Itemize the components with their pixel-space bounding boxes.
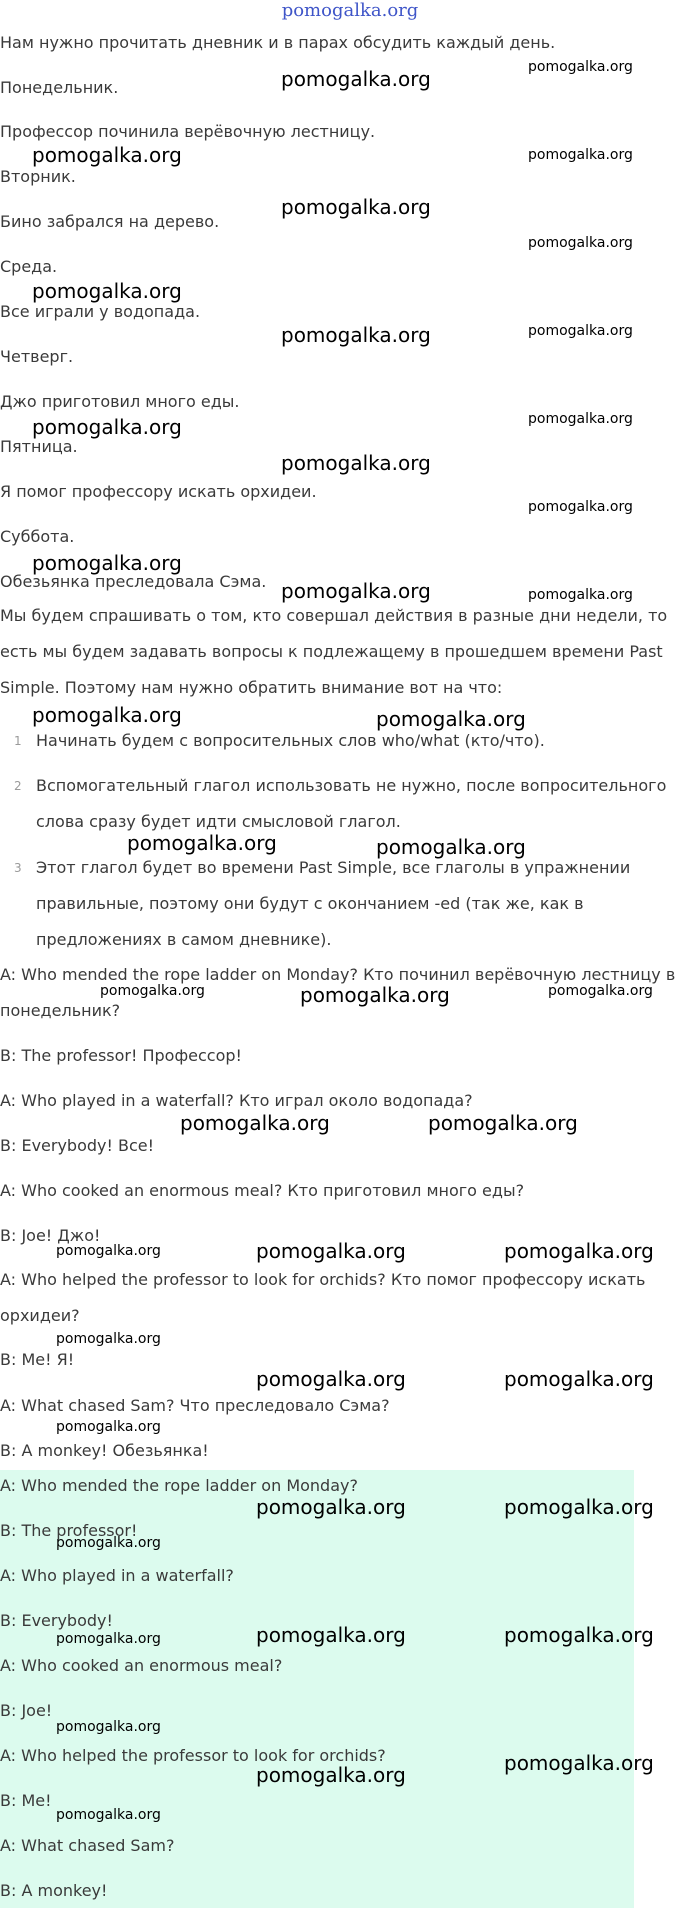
watermark: pomogalka.org bbox=[281, 67, 431, 91]
diary-line: Я помог профессору искать орхидеи. bbox=[0, 482, 317, 501]
watermark: pomogalka.org bbox=[56, 1719, 161, 1735]
answer-line: A: Who cooked an enormous meal? bbox=[0, 1656, 283, 1675]
rule-text: Этот глагол будет во времени Past Simple, все глаголы в упражнении правильные, поэтому они будут с окончанием -ed (так же, как в предложениях в самом дневнике). bbox=[36, 858, 631, 949]
dialog-line: A: What chased Sam? Что преследовало Сэма? bbox=[0, 1396, 390, 1415]
watermark: pomogalka.org bbox=[32, 143, 182, 167]
watermark: pomogalka.org bbox=[32, 415, 182, 439]
watermark: pomogalka.org bbox=[504, 1495, 654, 1519]
rule-number: 3 bbox=[14, 861, 22, 875]
watermark: pomogalka.org bbox=[256, 1763, 406, 1787]
diary-line: Пятница. bbox=[0, 437, 78, 456]
diary-line: Понедельник. bbox=[0, 78, 119, 97]
watermark: pomogalka.org bbox=[56, 1419, 161, 1435]
dialog-line: A: Who played in a waterfall? Кто играл около водопада? bbox=[0, 1091, 473, 1110]
watermark: pomogalka.org bbox=[180, 1111, 330, 1135]
diary-line: Обезьянка преследовала Сэма. bbox=[0, 572, 267, 591]
answer-line: B: Me! bbox=[0, 1791, 52, 1810]
answer-line: B: Everybody! bbox=[0, 1611, 113, 1630]
watermark: pomogalka.org bbox=[56, 1243, 161, 1259]
watermark: pomogalka.org bbox=[528, 59, 633, 75]
watermark: pomogalka.org bbox=[56, 1631, 161, 1647]
watermark: pomogalka.org bbox=[281, 579, 431, 603]
watermark: pomogalka.org bbox=[281, 195, 431, 219]
watermark: pomogalka.org bbox=[281, 451, 431, 475]
answer-line: A: What chased Sam? bbox=[0, 1836, 175, 1855]
watermark: pomogalka.org bbox=[376, 707, 526, 731]
watermark: pomogalka.org bbox=[256, 1623, 406, 1647]
diary-line: Профессор починила верёвочную лестницу. bbox=[0, 122, 376, 141]
watermark: pomogalka.org bbox=[100, 983, 205, 999]
watermark: pomogalka.org bbox=[528, 147, 633, 163]
rule-number: 1 bbox=[14, 734, 22, 748]
diary-line: Бино забрался на дерево. bbox=[0, 212, 220, 231]
watermark: pomogalka.org bbox=[528, 235, 633, 251]
site-name[interactable]: pomogalka.org bbox=[281, 0, 419, 21]
answer-line: A: Who mended the rope ladder on Monday? bbox=[0, 1476, 358, 1495]
dialog-line: A: Who cooked an enormous meal? Кто приготовил много еды? bbox=[0, 1181, 525, 1200]
diary-line: Четверг. bbox=[0, 347, 74, 366]
watermark: pomogalka.org bbox=[528, 499, 633, 515]
dialog-line: B: Me! Я! bbox=[0, 1350, 75, 1369]
watermark: pomogalka.org bbox=[528, 587, 633, 603]
watermark: pomogalka.org bbox=[504, 1623, 654, 1647]
watermark: pomogalka.org bbox=[127, 831, 277, 855]
diary-line: Все играли у водопада. bbox=[0, 302, 201, 321]
watermark: pomogalka.org bbox=[281, 323, 431, 347]
watermark: pomogalka.org bbox=[256, 1495, 406, 1519]
watermark: pomogalka.org bbox=[56, 1331, 161, 1347]
dialog-line: B: Joe! Джо! bbox=[0, 1226, 101, 1245]
watermark: pomogalka.org bbox=[504, 1239, 654, 1263]
diary-line: Среда. bbox=[0, 257, 58, 276]
diary-line: Джо приготовил много еды. bbox=[0, 392, 240, 411]
watermark: pomogalka.org bbox=[504, 1367, 654, 1391]
watermark: pomogalka.org bbox=[32, 279, 182, 303]
dialog-line: A: Who mended the rope ladder on Monday? Кто починил верёвочную лестницу в понедельник? bbox=[0, 965, 676, 1020]
dialog-line: B: A monkey! Обезьянка! bbox=[0, 1441, 209, 1460]
watermark: pomogalka.org bbox=[300, 983, 450, 1007]
dialog-line: B: Everybody! Все! bbox=[0, 1136, 155, 1155]
diary-line: Суббота. bbox=[0, 527, 75, 546]
answer-line: B: A monkey! bbox=[0, 1881, 108, 1900]
diary-line: Вторник. bbox=[0, 167, 76, 186]
watermark: pomogalka.org bbox=[256, 1239, 406, 1263]
watermark: pomogalka.org bbox=[528, 323, 633, 339]
dialog-line: B: The professor! Профессор! bbox=[0, 1046, 242, 1065]
answer-line: B: Joe! bbox=[0, 1701, 53, 1720]
watermark: pomogalka.org bbox=[56, 1535, 161, 1551]
watermark: pomogalka.org bbox=[548, 983, 653, 999]
watermark: pomogalka.org bbox=[56, 1807, 161, 1823]
rule-text: Вспомогательный глагол использовать не нужно, после вопросительного слова сразу будет идти смысловой глагол. bbox=[36, 776, 667, 831]
watermark: pomogalka.org bbox=[504, 1751, 654, 1775]
watermark: pomogalka.org bbox=[528, 411, 633, 427]
watermark: pomogalka.org bbox=[428, 1111, 578, 1135]
answer-line: B: The professor! bbox=[0, 1521, 138, 1540]
watermark: pomogalka.org bbox=[32, 703, 182, 727]
watermark: pomogalka.org bbox=[256, 1367, 406, 1391]
intro-text: Нам нужно прочитать дневник и в парах обсудить каждый день. bbox=[0, 33, 556, 52]
rule-text: Начинать будем с вопросительных слов who/what (кто/что). bbox=[36, 731, 545, 750]
answer-line: A: Who helped the professor to look for orchids? bbox=[0, 1746, 386, 1765]
rule-number: 2 bbox=[14, 779, 22, 793]
watermark: pomogalka.org bbox=[32, 551, 182, 575]
explanation-paragraph: Мы будем спрашивать о том, кто совершал действия в разные дни недели, то есть мы будем задавать вопросы к подлежащему в прошедшем времени Past Simple. Поэтому нам нужно обратить внимание вот на что: bbox=[0, 606, 668, 697]
watermark: pomogalka.org bbox=[376, 835, 526, 859]
answer-line: A: Who played in a waterfall? bbox=[0, 1566, 234, 1585]
dialog-line: A: Who helped the professor to look for orchids? Кто помог профессору искать орхидеи? bbox=[0, 1270, 646, 1325]
